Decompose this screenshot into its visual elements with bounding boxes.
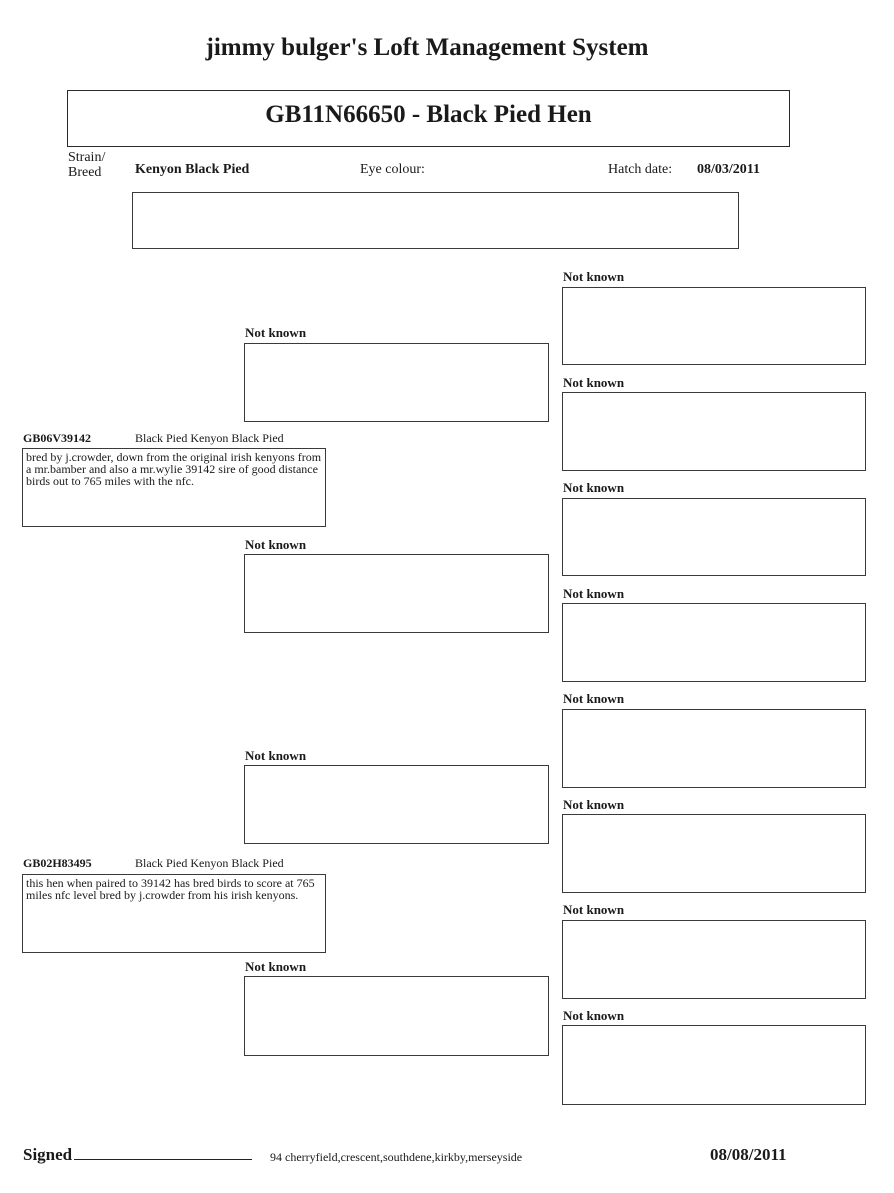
signed-field [23, 1145, 252, 1165]
dam-description: Black Pied Kenyon Black Pied [135, 856, 284, 870]
sire-notes-box: bred by j.crowder, down from the original irish kenyons from a mr.bamber and also a mr.wylie 39142 sire of good distance birds out to 765 miles with the nfc. [22, 448, 326, 527]
strain-value: Kenyon Black Pied [135, 162, 250, 177]
sire-description: Black Pied Kenyon Black Pied [135, 431, 284, 445]
strain-label-line1: Strain/ [68, 150, 106, 165]
sire-header [23, 431, 91, 446]
great-grandparent-label: Not known [563, 586, 625, 601]
grandparent-box [244, 976, 549, 1056]
great-grandparent-box [562, 709, 866, 788]
grandparent-label: Not known [245, 537, 307, 552]
great-grandparent-label: Not known [563, 480, 625, 495]
great-grandparent-label: Not known [563, 375, 625, 390]
grandparent-label: Not known [245, 748, 307, 763]
bird-notes-box [132, 192, 739, 249]
grandparent-box [244, 765, 549, 844]
hatch-date-label: Hatch date: [608, 162, 673, 177]
grandparent-box [244, 343, 549, 422]
great-grandparent-label: Not known [563, 797, 625, 812]
grandparent-label: Not known [245, 959, 307, 974]
sire-ring: GB06V39142 [23, 431, 92, 445]
strain-label-line2: Breed [68, 165, 102, 180]
great-grandparent-label: Not known [563, 902, 625, 917]
address: 94 cherryfield,crescent,southdene,kirkby,merseyside [270, 1150, 523, 1164]
hatch-date-value: 08/03/2011 [697, 162, 761, 177]
bird-title: GB11N66650 - Black Pied Hen [265, 101, 592, 128]
strain-label [68, 150, 105, 180]
great-grandparent-box [562, 498, 866, 576]
signature-line [74, 1145, 252, 1160]
great-grandparent-box [562, 920, 866, 999]
great-grandparent-box [562, 603, 866, 682]
great-grandparent-box [562, 287, 866, 365]
great-grandparent-label: Not known [563, 1008, 625, 1023]
great-grandparent-box [562, 1025, 866, 1105]
great-grandparent-label: Not known [563, 269, 625, 284]
bird-title-box [67, 90, 790, 147]
grandparent-box [244, 554, 549, 633]
great-grandparent-box [562, 392, 866, 471]
great-grandparent-label: Not known [563, 691, 625, 706]
dam-notes-box: this hen when paired to 39142 has bred birds to score at 765 miles nfc level bred by j.crowder from his irish kenyons. [22, 874, 326, 953]
dam-ring: GB02H83495 [23, 856, 92, 870]
grandparent-label: Not known [245, 325, 307, 340]
eye-colour-label: Eye colour: [360, 162, 425, 177]
great-grandparent-box [562, 814, 866, 893]
footer-date: 08/08/2011 [710, 1145, 787, 1164]
dam-header [23, 856, 92, 871]
signed-label: Signed [23, 1145, 73, 1164]
app-title: jimmy bulger's Loft Management System [205, 34, 649, 61]
